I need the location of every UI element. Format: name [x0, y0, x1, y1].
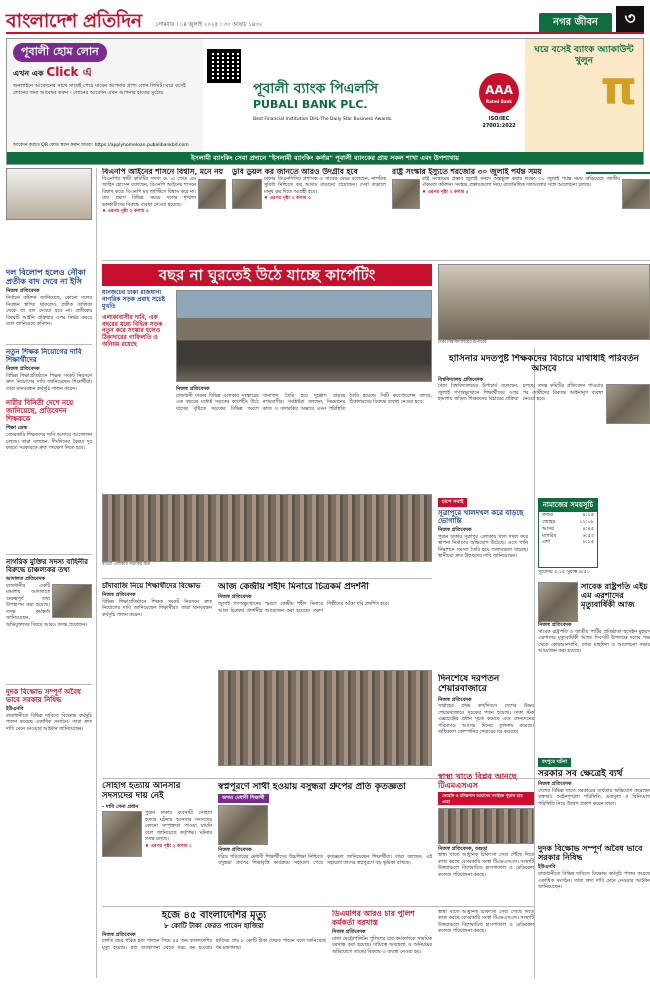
body-text: পুরান ঢাকার সূত্রাপুর এলাকায় খাল দখল করে স্থাপনা নির্মাণের অভিযোগ উঠেছে। এতে পানি নিষ্কাশনে সমস্যা তৈরি হয়ে জলাবদ্ধতা বাড়ছে। স্থানীয়রা দ্রুত উচ্ছেদের দাবি জানিয়েছেন।	[438, 534, 528, 559]
byline: নিজস্ব প্রতিবেদক	[538, 622, 572, 628]
body-text: রাজধানীতে বিভিন্ন দাবিতে বিক্ষোভ কর্মসূচি পালন করেছে একাধিক সংগঠন। তারা দ্রুত দাবি মেনে নেওয়ার আহ্বান জানিয়েছেন।	[538, 872, 650, 891]
prayer-row: এশা ৮:১৫	[542, 539, 594, 546]
story-awami[interactable]	[6, 268, 92, 338]
divider	[6, 344, 92, 345]
story-rail[interactable]	[538, 758, 650, 838]
continued-label[interactable]: ♦ এরপর পৃষ্ঠা ২ কলাম ১	[145, 843, 192, 849]
aaa-badge-icon: AAA Rated Bank	[479, 73, 519, 113]
story-health-more: স্বাস্থ্য খাতে আধুনিক চিকিৎসা সেবা পৌঁছে দিতে কাজ করছে বেসরকারি সংস্থা টিএমএসএস। সংস্থাটি উত্তরাঞ্চলে বিশেষায়িত হাসপাতাল ও মেডিকেল কলেজ পরিচালনা করছে।	[438, 910, 534, 935]
story-flood-photo	[218, 670, 432, 770]
story-kasim[interactable]	[438, 354, 650, 494]
story-teachers[interactable]	[6, 348, 92, 548]
headline[interactable]: সোহাগ হত্যায় আনসার সদস্যদের দায় নেই	[102, 782, 181, 801]
body-text: রাজধানী ঢাকার বিভিন্ন এলাকায় সংস্কারের এক বছরের মধ্যেই সড়কের কার্পেটিং উঠে যাচ্ছে। বৃষ্টিতে সড়কের বিভিন্ন অংশে খানাখন্দ তৈরি হয়ে দুর্ভোগ বাড়ছে নগরবাসীর। সংশ্লিষ্টরা বলছেন, নিম্নমানের কাজ ও তদারকির অভাবে এমন পরিস্থিতি তৈরি হয়েছে। সিটি করপোরেশন বলছে, ঠিকাদারদের বিরুদ্ধে ব্যবস্থা নেওয়া হবে।	[176, 393, 432, 412]
byline: নিজস্ব প্রতিবেদক	[438, 526, 472, 533]
byline: নিজস্ব প্রতিবেদক	[6, 288, 40, 295]
red-pullquote: এলাকাবাসীর দাবি, এক বছরের মধ্যে বিভিন্ন সড়ক নতুন করে সংস্কার হলেও ঠিকাদারের গাফিলতি ও অনিয়ম রয়েছে	[102, 313, 163, 349]
story-photo	[198, 179, 226, 209]
prayer-title: নামাজের সময়সূচি	[539, 499, 597, 512]
portrait-photo	[6, 168, 92, 220]
story-kasim-photo	[438, 264, 650, 348]
body-text: ঢাকা মেট্রোপলিটন পুলিশের চার কর্মকর্তাকে সাময়িক বরখাস্ত করা হয়েছে। দায়িত্বে অবহেলা ও অনিয়মের অভিযোগে তাদের বিরুদ্ধে এ ব্যবস্থা নেওয়া হয়।	[332, 937, 432, 955]
portrait-photo	[538, 582, 578, 622]
body-text: বিভিন্ন শিক্ষাপ্রতিষ্ঠানে শিক্ষক সংকট নিরসনে দ্রুত নিয়োগের দাবি জানিয়েছেন শিক্ষার্থীরা। তারা মানববন্ধন কর্মসূচি পালন করেন।	[102, 599, 212, 618]
photo-caption: ঢাকা বিশ্ববিদ্যালয়ের উপাচার্য	[438, 340, 487, 345]
divider	[102, 906, 534, 907]
body-text: বিএনপির স্থায়ী কমিটির সদস্য ড. এ জেড এম জাহিদ হোসেন বলেছেন, বিএনপি আইনের শাসনে বিশ্বাস করে। বিএনপি মব জাস্টিসে বিশ্বাস করে না। যার প্রমাণ বিভিন্ন সময়ে দলের শৃঙ্খলা ভঙ্গকারীদের বিরুদ্ধে ব্যবস্থা নেওয়া হয়েছে।	[102, 176, 196, 208]
prayer-row: মাগরিব ৬:৫৩	[542, 532, 594, 539]
headline[interactable]: দিনশেষে দরপতন শেয়ারবাজারে	[438, 674, 500, 695]
headline[interactable]: ডুবি ডুয়ল কর জানতে আরও উদগ্রীব হবে	[232, 168, 358, 176]
pubali-bank-ad[interactable]	[6, 38, 644, 165]
dateline: সোমবার । ১৪ জুলাই ২০২৫ । ৩০ আষাঢ় ১৪৩২	[156, 21, 263, 28]
byline: ইউএনবি	[538, 864, 556, 871]
divider	[6, 554, 92, 555]
story-photo	[232, 179, 262, 209]
meeting-photo	[102, 494, 432, 562]
headline[interactable]: রাষ্ট্র সংস্কার ইস্যুতে শরজোর ৩০ জুলাই পর্যন্ত সময়	[392, 168, 542, 176]
headline[interactable]: সরকার সব ক্ষেত্রেই ব্যর্থ	[538, 768, 623, 779]
body-text: দরিদ্র পরিবারের মেধাবী শিক্ষার্থীদের উচ্চশিক্ষা নিশ্চিতে বসুন্ধরা গ্রুপের শিক্ষাবৃত্তি কার্যক্রমে সহায়তা পেয়ে কৃতজ্ঞতা জানিয়েছেন শিক্ষার্থীরা। তারা বলছেন, এই সহায়তা তাদের স্বপ্নপূরণে বড় ভূমিকা রাখছে।	[218, 854, 432, 867]
byline: নিজস্ব প্রতিবেদক, বগুড়া	[438, 845, 488, 852]
headline[interactable]: দুদক বিক্ষোভ সম্পূর্ণ অবৈধ ভাবে সরকার নিষিদ্ধ	[6, 688, 81, 705]
body-text: জুলাই গণঅভ্যুত্থানের স্মরণে কেন্দ্রীয় শহীদ মিনারে আজ চিত্রকর্ম প্রদর্শনীর আয়োজন করা হয়েছে। তরুণ শিল্পীদের আঁকা ছবি প্রদর্শিত হবে।	[218, 602, 390, 614]
story-university[interactable]	[6, 688, 92, 808]
story-sirs[interactable]	[438, 674, 534, 764]
ad-pi-banking	[525, 39, 643, 164]
lead-photo2-box	[102, 494, 432, 574]
headline[interactable]: স্বপ্নপূরণে সাথী হওয়ায় বসুন্ধরা গ্রুপের প্রতি কৃতজ্ঞতা	[218, 782, 406, 792]
lead-photo	[176, 290, 432, 382]
story-flood[interactable]	[218, 582, 432, 666]
story-health[interactable]	[438, 772, 534, 902]
aaa-block	[473, 39, 525, 164]
byline: আদালত প্রতিবেদক	[6, 576, 45, 583]
byline: নিজস্ব প্রতিবেদক	[102, 931, 136, 938]
story-police[interactable]	[332, 910, 432, 978]
content-area	[6, 168, 650, 978]
ad-text: অনলাইনে আবেদনের সাথে সাথেই পেয়ে যাবেন আপনার প্রাপ্য লোন লিমিট। ঘরে বসেই লোনের জন্য আবেদন করুন - লোনের আবেদন এখন আপনার হাতের মুঠোয়	[13, 83, 186, 96]
newspaper-logo[interactable]: বাংলাদেশ প্রতিদিন	[6, 10, 142, 32]
headline[interactable]: সূত্রাপুরে খালদখল করে বাড়ছে ভোগান্তি	[438, 507, 524, 525]
story-sohag[interactable]	[102, 782, 212, 902]
story-army[interactable]	[6, 558, 92, 678]
column-rule	[96, 168, 97, 978]
photo-row	[218, 805, 432, 845]
prayer-row: ফজর ৪:০৫	[542, 512, 594, 519]
story-photo	[438, 808, 534, 844]
body-text: চলতি বছর পবিত্র হজ পালনে গিয়ে ৪৫ জন বাংলাদেশির মৃত্যু হয়েছে। হজ ব্যবস্থাপনা থেকে খরচ কম হওয়ায় হাজিরা প্রায় ৮ কোটি টাকা ফেরত পাবেন বলে জানিয়েছে ধর্ম মন্ত্রণালয়।	[102, 939, 326, 951]
subhead: ৮ কোটি টাকা ফেরত পাবেন হাজিরা	[164, 920, 264, 930]
story-photo	[392, 179, 420, 209]
body-text: সাবেক রাষ্ট্রপতি ও জাতীয় পার্টির প্রতিষ্ঠাতা হুসেইন মুহম্মদ এরশাদের মৃত্যুবার্ষিকী আজ। দিবসটি উপলক্ষে দলের পক্ষ থেকে কোরআনখানি, দোয়া মাহফিল ও আলোচনা সভার আয়োজন করা হয়েছে।	[538, 629, 650, 655]
story-university-right[interactable]	[538, 844, 650, 978]
body-text: ঢাকা বিশ্ববিদ্যালয়ের উপাচার্য বলেছেন, জুলাই গণঅভ্যুত্থানে শিক্ষার্থীদের ওপর হামলায় জড়িত শিক্ষকদের বিচারের প্রক্রিয়া চলছে। তদন্ত কমিটির প্রতিবেদন পাওয়ার পর দোষীদের বিরুদ্ধে আইনানুগ ব্যবস্থা নেওয়া হবে।	[438, 384, 603, 403]
ad-title: পূবালী হোম লোন	[13, 43, 107, 62]
byline: নিজস্ব প্রতিবেদক	[6, 366, 40, 373]
byline: নিজস্ব প্রতিবেদক	[218, 847, 252, 854]
byline: নিজস্ব প্রতিবেদক	[538, 781, 572, 788]
ad-right-title: ঘরে বসেই ব্যাংক অ্যাকাউন্ট খুলুন	[534, 45, 634, 66]
body-text: বেসরকারি শিক্ষকদের দাবি আদায়ে আন্দোলন চলছে। তারা বলছেন, দীর্ঘদিনের বৈষম্য দূর করতে সরকারকে দ্রুত পদক্ষেপ নিতে হবে।	[6, 433, 92, 452]
story-photo	[52, 584, 92, 618]
byline: শিক্ষা ডেস্ক	[6, 425, 27, 432]
divider	[102, 578, 432, 579]
lead-photo-box	[176, 290, 432, 382]
prayer-row: আসর ৪:৪৫	[542, 525, 594, 532]
body-text: ঢাকার ডিএনসিসির প্রশাসক ও সাবেক মেয়র বলেছেন, নাগরিক সুবিধা নিশ্চিতে কর আদায় বাড়ানো প্রয়োজন। সেবা বাড়ালে মানুষ কর দিতে আগ্রহী হবে।	[264, 176, 386, 195]
body-text: রাজধানীতে বিভিন্ন দাবিতে বিক্ষোভ কর্মসূচি পালন করেছে একাধিক সংগঠন। তারা দ্রুত দাবি মেনে নেওয়ার আহ্বান জানিয়েছেন।	[6, 713, 92, 732]
story-photo	[102, 811, 142, 857]
story-president[interactable]	[538, 582, 650, 752]
body-text: রাজধানীর একটি মামলায় আদালতে গুরুত্বপূর্ণ তথ্য উপস্থাপন করা হয়েছে। তদন্ত কর্মকর্তা জানিয়েছেন, অভিযুক্তদের বিষয়ে আরও তদন্ত প্রয়োজন।	[6, 583, 87, 628]
story-awami-photo	[6, 168, 92, 254]
iso-cert: ISO/IEC 27001:2022	[482, 116, 516, 129]
story-photo	[438, 264, 650, 340]
prayer-times	[538, 498, 598, 568]
headline[interactable]: দুদক বিক্ষোভ সম্পূর্ণ অবৈধ ভাবে সরকার নিষিদ্ধ	[538, 844, 643, 863]
body-text: সপ্তাহের প্রথম কার্যদিবসে দেশের উভয় শেয়ারবাজারে সূচকের পতন হয়েছে। ঢাকা স্টক এক্সচেঞ্জের প্রধান সূচক কমেছে এবং লেনদেনের পরিমাণও আগের দিনের তুলনায় কমেছে। অধিকাংশ কোম্পানির শেয়ারের দর কমেছে।	[438, 704, 534, 736]
story-photo	[622, 179, 650, 209]
story-photo	[218, 670, 432, 766]
sun-times: সূর্যোদয় ৫:১৫ সূর্যাস্ত ৬:৫০	[538, 570, 590, 575]
pi-icon: π	[600, 61, 637, 115]
photo-caption: বাড্ডা এলাকার সড়কের চিত্র	[102, 562, 151, 567]
headline[interactable]: হজে ৪৫ বাংলাদেশির মৃত্যু	[161, 910, 267, 921]
divider	[102, 260, 650, 261]
continued-label[interactable]: ♦ এরপর পৃষ্ঠা ২ কলাম ৫	[422, 189, 469, 195]
headline[interactable]: আজ কেন্দ্রীয় শহীদ মিনারে চিত্রকর্ম প্রদর্শনী	[218, 582, 369, 592]
section-label: নগর জীবন	[539, 13, 612, 33]
body-text: বিভিন্ন শিক্ষাপ্রতিষ্ঠানে শিক্ষক সংকট নিরসনে দ্রুত নিয়োগের দাবি জানিয়েছেন শিক্ষার্থীরা। তারা মানববন্ধন কর্মসূচি পালন করেন।	[6, 373, 92, 392]
story-bnp[interactable]	[102, 168, 226, 256]
story-july-charter[interactable]	[392, 168, 650, 256]
headline[interactable]: নতুন শিক্ষক নিয়োগের দাবি শিক্ষার্থীদের	[6, 348, 82, 365]
ad-subtitle: এখন এক Click এ	[13, 64, 92, 79]
story-hajj[interactable]	[102, 910, 326, 978]
lead-headline[interactable]: বছর না ঘুরতেই উঠে যাচ্ছে কার্পেটিং	[102, 264, 432, 286]
headline[interactable]: স্বাস্থ্য খাতে বিপ্লব আনছে টিএমএসএস	[438, 772, 517, 791]
prayer-anchor	[586, 172, 650, 174]
continued-label[interactable]: ♦ এরপর পৃষ্ঠা ২ কলাম ৪	[102, 208, 149, 214]
byline: নিজস্ব প্রতিবেদক	[176, 386, 210, 392]
headline[interactable]: হাসিনার মদতপুষ্ট শিক্ষকদের বিচারে মাথাধাই পরিবর্তন আসবে	[449, 354, 639, 375]
ad-footer: ইসলামী ব্যাংকিং সেবা প্রদানে "ইসলামী ব্যাংকিং কর্নার" পূবালী ব্যাংকের প্রায় সকল শাখা এবং উপশাখায়	[7, 152, 643, 164]
ad-bank-block	[245, 39, 473, 164]
story-dhaka-sub[interactable]	[438, 498, 528, 668]
body-text: স্বাস্থ্য খাতে আধুনিক চিকিৎসা সেবা পৌঁছে দিতে কাজ করছে বেসরকারি সংস্থা টিএমএসএস। সংস্থাটি উত্তরাঞ্চলে বিশেষায়িত হাসপাতাল ও মেডিকেল কলেজ পরিচালনা করছে।	[438, 853, 534, 878]
tag-label: ফেরেঙ্গি ও মনিরুপান আমাদের সবাইকে পুড়াল হবে ওহো	[438, 792, 534, 805]
headline[interactable]: নারীর বিনিতী দেশে নয়ে জানিয়েছে, প্রতিবেদন শিক্ষককে	[6, 398, 74, 424]
headline[interactable]: দল বিলোপ হলেও নৌকা প্রতীক বাদ দেবে না ইসি	[6, 268, 86, 287]
headline[interactable]: বিএনপি আইনের শাসনে বিশ্বাস, মনে নয়	[102, 168, 224, 176]
headline[interactable]: চাঁদাবাজি নিয়ে শিক্ষার্থীদের বিক্ষোভ	[102, 582, 201, 590]
continued-label[interactable]: ♦ এরপর পৃষ্ঠা ২ কলাম ৩	[264, 196, 311, 202]
story-dhaka-mayor[interactable]	[232, 168, 386, 256]
tag-label: চাপে সবাই	[438, 498, 467, 507]
page-number: ৩	[616, 6, 644, 32]
bank-name-en: PUBALI BANK PLC.	[253, 98, 368, 112]
story-photo	[218, 805, 268, 845]
body-text: পুরান ঢাকায় ব্যবসায়ী সোহাগ হত্যার ঘটনায় আনসার সদস্যদের কোনো সম্পৃক্ততা পাওয়া যায়নি বলে জানিয়েছে কর্তৃপক্ষ। ঘটনার তদন্ত চলছে।	[145, 811, 212, 843]
body-text: রাষ্ট্র সংস্কারের প্রস্তাব জুলাই সনদে অন্তর্ভুক্ত করার লক্ষ্যে ৩০ জুলাই পর্যন্ত সময় বাড়িয়েছে জাতীয় ঐকমত্য কমিশন। সংস্কার প্রস্তাবগুলো নিয়ে রাজনৈতিক দলগুলোর সঙ্গে আলোচনা চলছে।	[422, 176, 620, 189]
masthead	[6, 6, 644, 34]
byline: বিশ্ববিদ্যালয় প্রতিবেদক	[438, 376, 484, 383]
subhead: - দাবি সেনা প্রধান	[102, 803, 139, 810]
tag-label: অদম্য মেধাবী শিক্ষার্থী	[218, 794, 269, 803]
story-bashundhara[interactable]	[218, 782, 432, 902]
byline: নিজস্ব প্রতিবেদক	[102, 592, 136, 599]
lead-sidebar	[102, 290, 172, 490]
prayer-row: জোহর ১২:০৮	[542, 519, 594, 526]
sub-headline: যানজটের ঢাকা রাজধানী নাগরিক সড়ক প্রবাহ সচেষ্ট মুখতি	[102, 290, 166, 310]
byline: নিজস্ব প্রতিবেদক	[218, 594, 252, 601]
byline: নিজস্ব প্রতিবেদক	[438, 696, 472, 703]
story-left-more[interactable]	[102, 582, 212, 772]
divider	[6, 684, 92, 685]
headline[interactable]: নাগরিক মুক্তির সদস্য বাহিনীর বিরুদ্ধে চাঞ্চল্যকর তথ্য	[6, 558, 88, 575]
tag-label: রংপুরে ঘটনা	[538, 758, 571, 767]
headline[interactable]: সাবেক রাষ্ট্রপতি এইচ এম এরশাদের মৃত্যুবার্ষিকী আজ	[581, 582, 648, 610]
byline: ইউএনবি	[6, 706, 24, 713]
body-text: নির্বাচন কমিশন জানিয়েছে, কোনো দলের নিবন্ধন স্থগিত থাকলেও প্রতীক তালিকা থেকে তা বাদ দেওয়া হবে না। প্রতীকের বিষয়টি আইনি প্রক্রিয়ার ওপর নির্ভর করবে বলে জানিয়েছে কমিশন।	[6, 296, 92, 327]
bank-name-bn: পূবালী ব্যাংক পিএলসি	[253, 80, 379, 97]
byline: নিজস্ব প্রতিবেদক	[332, 929, 366, 936]
lead-headline-box[interactable]	[102, 264, 432, 286]
body-text: দেশের বিভিন্ন খাতে সরকারের ব্যর্থতার অভিযোগ করেছেন বক্তারা। আইনশৃঙ্খলা পরিস্থিতি, দ্রব্যমূল্য ও বিনিয়োগ পরিস্থিতি নিয়ে উদ্বেগ প্রকাশ করেন তারা।	[538, 788, 650, 807]
headline[interactable]: ডিএমপির আরও চার পুলিশ কর্মকর্তা বরখাস্ত	[332, 910, 415, 927]
story-photo	[606, 384, 650, 424]
ad-contact[interactable]: আবেদন করতে QR কোড স্ক্যান করুন অথবা: https://applyhomeloan.pubalibankbd.com	[13, 142, 189, 148]
ad-award: Best Financial Institution DHL-The Daily Star Business Awards.	[253, 117, 393, 123]
lead-story-body	[176, 384, 432, 490]
qr-code-icon	[207, 49, 241, 83]
